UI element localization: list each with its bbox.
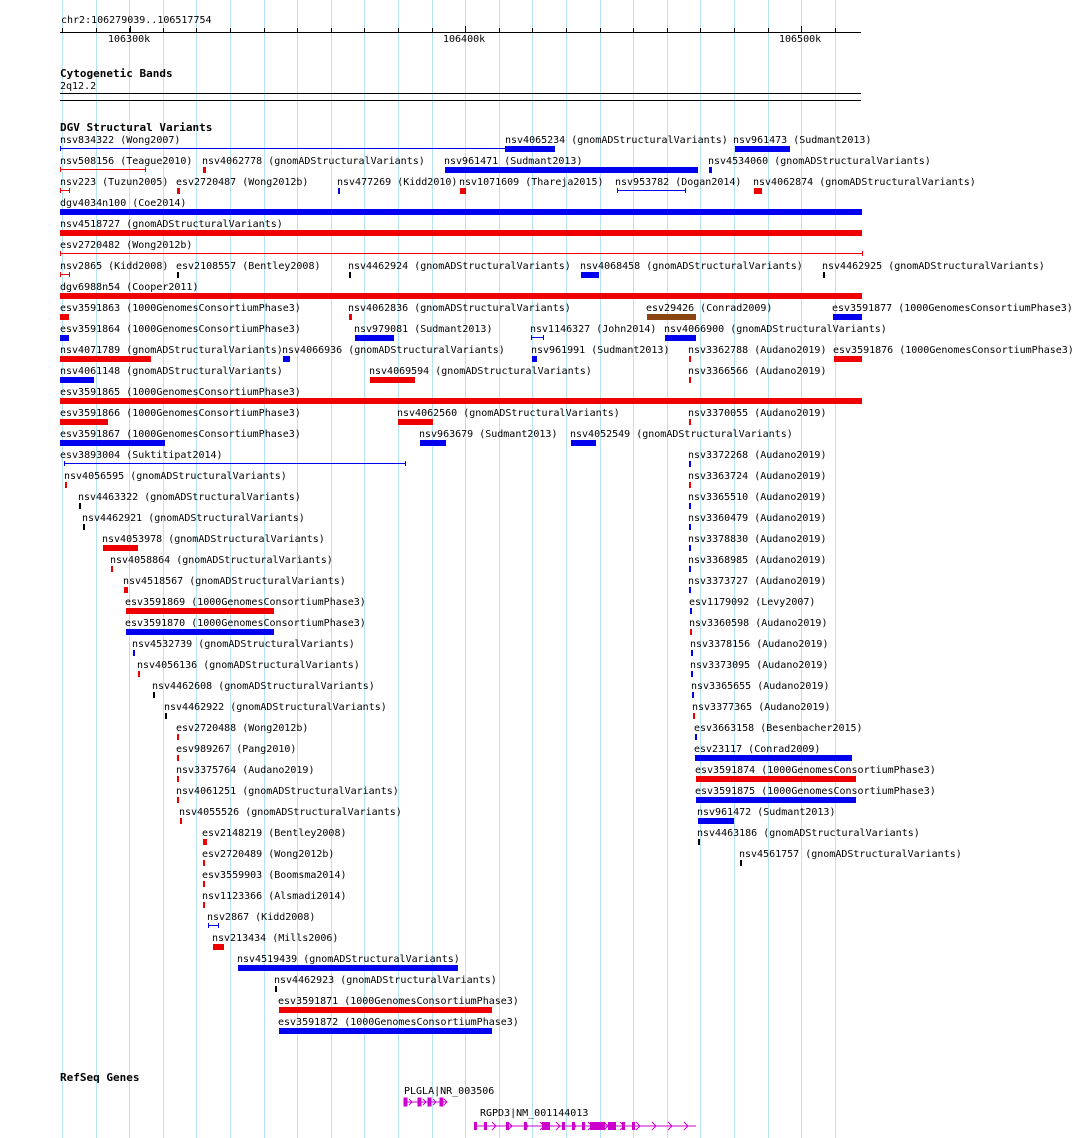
location-label: chr2:106279039..106517754 bbox=[61, 15, 212, 26]
variant-bar[interactable] bbox=[532, 356, 537, 362]
variant-label[interactable]: nsv1146327 (John2014) bbox=[530, 324, 657, 335]
variant-bar[interactable] bbox=[696, 776, 856, 782]
ruler-tick bbox=[96, 28, 97, 32]
variant-label[interactable]: nsv961991 (Sudmant2013) bbox=[531, 345, 670, 356]
variant-label[interactable]: nsv3368985 (Audano2019) bbox=[688, 555, 827, 566]
variant-bar[interactable] bbox=[275, 986, 277, 992]
variant-label[interactable]: esv3591877 (1000GenomesConsortiumPhase3) bbox=[832, 303, 1073, 314]
variant-label[interactable]: nsv3360598 (Audano2019) bbox=[689, 618, 828, 629]
grid-line bbox=[96, 0, 97, 1138]
variant-label[interactable]: nsv223 (Tuzun2005) bbox=[60, 177, 169, 188]
variant-label[interactable]: nsv4463322 (gnomADStructuralVariants) bbox=[78, 492, 301, 503]
variant-label[interactable]: esv2720488 (Wong2012b) bbox=[176, 723, 309, 734]
variant-label[interactable]: nsv4062560 (gnomADStructuralVariants) bbox=[397, 408, 620, 419]
variant-bar[interactable] bbox=[695, 734, 697, 740]
variant-bar[interactable] bbox=[177, 755, 179, 761]
variant-bar[interactable] bbox=[460, 188, 466, 194]
variant-bar[interactable] bbox=[203, 839, 207, 845]
variant-bar[interactable] bbox=[692, 692, 694, 698]
variant-label[interactable]: esv3591872 (1000GenomesConsortiumPhase3) bbox=[278, 1017, 519, 1028]
variant-span-end bbox=[145, 167, 146, 172]
variant-label[interactable]: esv2148219 (Bentley2008) bbox=[202, 828, 347, 839]
variant-span-end bbox=[60, 251, 61, 256]
variant-label[interactable]: esv989267 (Pang2010) bbox=[176, 744, 297, 755]
ruler-tick bbox=[532, 28, 533, 32]
variant-label[interactable]: nsv3373095 (Audano2019) bbox=[690, 660, 829, 671]
variant-span[interactable] bbox=[60, 169, 145, 170]
variant-label[interactable]: nsv508156 (Teague2010) bbox=[60, 156, 193, 167]
variant-bar[interactable] bbox=[698, 818, 734, 824]
variant-bar[interactable] bbox=[647, 314, 696, 320]
variant-bar[interactable] bbox=[689, 377, 691, 383]
variant-bar[interactable] bbox=[349, 314, 352, 320]
variant-label[interactable]: nsv4518727 (gnomADStructuralVariants) bbox=[60, 219, 283, 230]
variant-label[interactable]: esv3591863 (1000GenomesConsortiumPhase3) bbox=[60, 303, 301, 314]
cytoband-label: 2q12.2 bbox=[60, 81, 97, 92]
ruler-tick bbox=[230, 28, 231, 32]
variant-bar[interactable] bbox=[833, 314, 862, 320]
gene-model-plgla[interactable] bbox=[404, 1096, 448, 1108]
gene-exon bbox=[542, 1122, 550, 1130]
variant-label[interactable]: esv3893004 (Suktitipat2014) bbox=[60, 450, 223, 461]
variant-label[interactable]: nsv834322 (Wong2007) bbox=[60, 135, 181, 146]
ruler-major-tick bbox=[801, 26, 802, 33]
variant-bar[interactable] bbox=[279, 1028, 492, 1034]
variant-label[interactable]: nsv4062836 (gnomADStructuralVariants) bbox=[348, 303, 571, 314]
variant-bar[interactable] bbox=[153, 692, 155, 698]
variant-bar[interactable] bbox=[60, 377, 94, 383]
variant-label[interactable]: nsv3370055 (Audano2019) bbox=[688, 408, 827, 419]
variant-label[interactable]: nsv477269 (Kidd2010) bbox=[337, 177, 458, 188]
variant-bar[interactable] bbox=[355, 335, 394, 341]
variant-bar[interactable] bbox=[581, 272, 599, 278]
variant-bar[interactable] bbox=[420, 440, 446, 446]
ruler-tick bbox=[364, 28, 365, 32]
variant-bar[interactable] bbox=[740, 860, 742, 866]
variant-label[interactable]: nsv3365510 (Audano2019) bbox=[688, 492, 827, 503]
variant-bar[interactable] bbox=[691, 650, 693, 656]
grid-line bbox=[62, 0, 63, 1138]
variant-bar[interactable] bbox=[691, 671, 693, 677]
variant-label[interactable]: esv3591870 (1000GenomesConsortiumPhase3) bbox=[125, 618, 366, 629]
variant-bar[interactable] bbox=[111, 566, 113, 572]
variant-bar[interactable] bbox=[60, 209, 862, 215]
variant-span-end bbox=[60, 272, 61, 277]
variant-label[interactable]: nsv3360479 (Audano2019) bbox=[688, 513, 827, 524]
variant-bar[interactable] bbox=[60, 230, 862, 236]
variant-bar[interactable] bbox=[689, 461, 691, 467]
variant-bar[interactable] bbox=[709, 167, 712, 173]
variant-bar[interactable] bbox=[689, 482, 691, 488]
variant-label[interactable]: esv3591867 (1000GenomesConsortiumPhase3) bbox=[60, 429, 301, 440]
variant-bar[interactable] bbox=[665, 335, 696, 341]
variant-label[interactable]: nsv4061148 (gnomADStructuralVariants) bbox=[60, 366, 283, 377]
gene-label-rgpd3: RGPD3|NM_001144013 bbox=[480, 1108, 589, 1119]
ruler-tick bbox=[398, 28, 399, 32]
variant-label[interactable]: esv3591866 (1000GenomesConsortiumPhase3) bbox=[60, 408, 301, 419]
variant-label[interactable]: nsv4056595 (gnomADStructuralVariants) bbox=[64, 471, 287, 482]
variant-label[interactable]: nsv2865 (Kidd2008) bbox=[60, 261, 169, 272]
variant-label[interactable]: nsv3363724 (Audano2019) bbox=[688, 471, 827, 482]
variant-bar[interactable] bbox=[60, 314, 69, 320]
variant-label[interactable]: nsv4062778 (gnomADStructuralVariants) bbox=[202, 156, 425, 167]
variant-label[interactable]: nsv4462608 (gnomADStructuralVariants) bbox=[152, 681, 375, 692]
variant-bar[interactable] bbox=[83, 524, 85, 530]
ruler-tick bbox=[264, 28, 265, 32]
grid-line bbox=[230, 0, 231, 1138]
gene-exon bbox=[484, 1122, 487, 1130]
variant-span-end bbox=[60, 146, 61, 151]
variant-label[interactable]: nsv4534060 (gnomADStructuralVariants) bbox=[708, 156, 931, 167]
variant-label[interactable]: nsv4052549 (gnomADStructuralVariants) bbox=[570, 429, 793, 440]
variant-label[interactable]: nsv963679 (Sudmant2013) bbox=[419, 429, 558, 440]
variant-label[interactable]: nsv4058864 (gnomADStructuralVariants) bbox=[110, 555, 333, 566]
grid-line bbox=[734, 0, 735, 1138]
variant-span-end bbox=[69, 272, 70, 277]
ruler-tick bbox=[600, 28, 601, 32]
variant-label[interactable]: esv3591871 (1000GenomesConsortiumPhase3) bbox=[278, 996, 519, 1007]
variant-span-end bbox=[60, 188, 61, 193]
variant-label[interactable]: nsv4069594 (gnomADStructuralVariants) bbox=[369, 366, 592, 377]
variant-bar[interactable] bbox=[180, 818, 182, 824]
variant-bar[interactable] bbox=[338, 188, 340, 194]
variant-label[interactable]: nsv3362788 (Audano2019) bbox=[688, 345, 827, 356]
variant-bar[interactable] bbox=[349, 272, 351, 278]
ruler-tick-label: 106400k bbox=[443, 34, 486, 45]
cytoband-track-title[interactable]: Cytogenetic Bands bbox=[60, 67, 173, 80]
variant-span-end bbox=[531, 335, 532, 340]
ruler-tick bbox=[566, 28, 567, 32]
variant-label[interactable]: esv3591876 (1000GenomesConsortiumPhase3) bbox=[833, 345, 1074, 356]
ruler-tick bbox=[432, 28, 433, 32]
variant-span-end bbox=[405, 461, 406, 466]
variant-label[interactable]: nsv4066900 (gnomADStructuralVariants) bbox=[664, 324, 887, 335]
variant-label[interactable]: nsv4532739 (gnomADStructuralVariants) bbox=[132, 639, 355, 650]
variant-label[interactable]: esv3663158 (Besenbacher2015) bbox=[694, 723, 863, 734]
variant-label[interactable]: nsv3366566 (Audano2019) bbox=[688, 366, 827, 377]
variant-bar[interactable] bbox=[735, 146, 790, 152]
gene-label-plgla: PLGLA|NR_003506 bbox=[404, 1086, 495, 1097]
grid-line bbox=[768, 0, 769, 1138]
variant-label[interactable]: nsv4071789 (gnomADStructuralVariants) bbox=[60, 345, 283, 356]
gene-model-rgpd3[interactable] bbox=[472, 1119, 700, 1133]
variant-label[interactable]: nsv4519439 (gnomADStructuralVariants) bbox=[237, 954, 460, 965]
variant-span[interactable] bbox=[208, 925, 218, 926]
variant-label[interactable]: esv3591874 (1000GenomesConsortiumPhase3) bbox=[695, 765, 936, 776]
variant-bar[interactable] bbox=[124, 587, 128, 593]
variant-span-end bbox=[208, 923, 209, 928]
variant-label[interactable]: esv3559903 (Boomsma2014) bbox=[202, 870, 347, 881]
variant-bar[interactable] bbox=[177, 776, 179, 782]
variant-bar[interactable] bbox=[203, 167, 206, 173]
grid-line bbox=[835, 0, 836, 1138]
variant-label[interactable]: nsv961471 (Sudmant2013) bbox=[444, 156, 583, 167]
refseq-track-title[interactable]: RefSeq Genes bbox=[60, 1071, 140, 1084]
grid-line bbox=[163, 0, 164, 1138]
cytoband-line-top bbox=[60, 93, 861, 94]
variant-label[interactable]: nsv4068458 (gnomADStructuralVariants) bbox=[580, 261, 803, 272]
ruler-major-tick bbox=[130, 26, 131, 33]
variant-label[interactable]: nsv4462922 (gnomADStructuralVariants) bbox=[164, 702, 387, 713]
variant-bar[interactable] bbox=[213, 944, 224, 950]
variant-label[interactable]: esv29426 (Conrad2009) bbox=[646, 303, 773, 314]
variant-bar[interactable] bbox=[133, 650, 135, 656]
grid-line bbox=[196, 0, 197, 1138]
variant-bar[interactable] bbox=[203, 902, 205, 908]
variant-label[interactable]: dgv6988n54 (Cooper2011) bbox=[60, 282, 199, 293]
cytoband-line-bottom bbox=[60, 100, 861, 101]
variant-span[interactable] bbox=[531, 337, 543, 338]
variant-bar[interactable] bbox=[834, 356, 862, 362]
variant-bar[interactable] bbox=[126, 608, 274, 614]
ruler-major-tick bbox=[465, 26, 466, 33]
variant-bar[interactable] bbox=[60, 356, 151, 362]
grid-line bbox=[129, 0, 130, 1138]
variant-bar[interactable] bbox=[696, 797, 856, 803]
variant-bar[interactable] bbox=[698, 839, 700, 845]
gene-exon bbox=[582, 1122, 585, 1130]
variant-label[interactable]: nsv1071609 (Thareja2015) bbox=[459, 177, 604, 188]
variant-span-end bbox=[543, 335, 544, 340]
variant-label[interactable]: nsv3377365 (Audano2019) bbox=[692, 702, 831, 713]
gene-exon bbox=[474, 1122, 477, 1130]
variant-label[interactable]: esv3591864 (1000GenomesConsortiumPhase3) bbox=[60, 324, 301, 335]
variant-bar[interactable] bbox=[177, 734, 179, 740]
variant-label[interactable]: nsv4066936 (gnomADStructuralVariants) bbox=[282, 345, 505, 356]
variant-bar[interactable] bbox=[238, 965, 458, 971]
ruler-tick bbox=[700, 28, 701, 32]
ruler-tick bbox=[633, 28, 634, 32]
variant-label[interactable]: nsv2867 (Kidd2008) bbox=[207, 912, 316, 923]
variant-label[interactable]: nsv4561757 (gnomADStructuralVariants) bbox=[739, 849, 962, 860]
variant-label[interactable]: nsv961472 (Sudmant2013) bbox=[697, 807, 836, 818]
variant-label[interactable]: nsv3378830 (Audano2019) bbox=[688, 534, 827, 545]
variant-bar[interactable] bbox=[60, 335, 69, 341]
variant-bar[interactable] bbox=[60, 293, 862, 299]
ruler-tick bbox=[768, 28, 769, 32]
variant-label[interactable]: esv3591875 (1000GenomesConsortiumPhase3) bbox=[695, 786, 936, 797]
variant-bar[interactable] bbox=[60, 440, 165, 446]
variant-label[interactable]: nsv4518567 (gnomADStructuralVariants) bbox=[123, 576, 346, 587]
grid-line bbox=[700, 0, 701, 1138]
variant-bar[interactable] bbox=[283, 356, 290, 362]
variant-label[interactable]: esv3591869 (1000GenomesConsortiumPhase3) bbox=[125, 597, 366, 608]
variant-bar[interactable] bbox=[177, 797, 179, 803]
variant-span-end bbox=[60, 167, 61, 172]
variant-bar[interactable] bbox=[203, 860, 205, 866]
variant-label[interactable]: nsv4065234 (gnomADStructuralVariants) bbox=[505, 135, 728, 146]
variant-label[interactable]: esv2108557 (Bentley2008) bbox=[176, 261, 321, 272]
ruler-tick bbox=[196, 28, 197, 32]
variant-label[interactable]: nsv961473 (Sudmant2013) bbox=[733, 135, 872, 146]
variant-span[interactable] bbox=[64, 463, 405, 464]
variant-bar[interactable] bbox=[177, 188, 180, 194]
variant-label[interactable]: esv23117 (Conrad2009) bbox=[694, 744, 821, 755]
variant-label[interactable]: esv3591865 (1000GenomesConsortiumPhase3) bbox=[60, 387, 301, 398]
variant-bar[interactable] bbox=[60, 419, 108, 425]
variant-label[interactable]: nsv3373727 (Audano2019) bbox=[688, 576, 827, 587]
variant-label[interactable]: nsv3375764 (Audano2019) bbox=[176, 765, 315, 776]
ruler-tick-label: 106300k bbox=[108, 34, 151, 45]
variant-bar[interactable] bbox=[505, 146, 555, 152]
variant-label[interactable]: esv1179092 (Levy2007) bbox=[689, 597, 816, 608]
variant-bar[interactable] bbox=[695, 755, 852, 761]
variant-label[interactable]: nsv213434 (Mills2006) bbox=[212, 933, 339, 944]
variant-span-end bbox=[617, 188, 618, 193]
ruler-tick bbox=[499, 28, 500, 32]
variant-bar[interactable] bbox=[823, 272, 825, 278]
variant-label[interactable]: nsv4061251 (gnomADStructuralVariants) bbox=[176, 786, 399, 797]
variant-label[interactable]: nsv4462921 (gnomADStructuralVariants) bbox=[82, 513, 305, 524]
variant-label[interactable]: nsv979081 (Sudmant2013) bbox=[354, 324, 493, 335]
variant-bar[interactable] bbox=[689, 503, 691, 509]
variant-bar[interactable] bbox=[103, 545, 138, 551]
variant-bar[interactable] bbox=[690, 608, 692, 614]
variant-bar[interactable] bbox=[79, 503, 81, 509]
variant-bar[interactable] bbox=[690, 629, 692, 635]
ruler-tick bbox=[163, 28, 164, 32]
variant-span-end bbox=[685, 188, 686, 193]
variant-bar[interactable] bbox=[689, 524, 691, 530]
variant-bar[interactable] bbox=[693, 713, 695, 719]
gene-exon bbox=[562, 1122, 565, 1130]
variant-label[interactable]: nsv3378156 (Audano2019) bbox=[690, 639, 829, 650]
variant-span[interactable] bbox=[60, 190, 69, 191]
variant-bar[interactable] bbox=[571, 440, 596, 446]
gene-exon bbox=[608, 1122, 616, 1130]
ruler-tick bbox=[667, 28, 668, 32]
variant-bar[interactable] bbox=[165, 713, 167, 719]
variant-label[interactable]: nsv4463186 (gnomADStructuralVariants) bbox=[697, 828, 920, 839]
variant-label[interactable]: nsv3365655 (Audano2019) bbox=[691, 681, 830, 692]
variant-bar[interactable] bbox=[398, 419, 433, 425]
variant-label[interactable]: esv2720487 (Wong2012b) bbox=[176, 177, 309, 188]
variant-label[interactable]: dgv4034n100 (Coe2014) bbox=[60, 198, 187, 209]
variant-label[interactable]: esv2720482 (Wong2012b) bbox=[60, 240, 193, 251]
variant-bar[interactable] bbox=[689, 419, 691, 425]
grid-line bbox=[801, 0, 802, 1138]
variant-bar[interactable] bbox=[126, 629, 274, 635]
variant-label[interactable]: nsv4056136 (gnomADStructuralVariants) bbox=[137, 660, 360, 671]
variant-span-end bbox=[64, 461, 65, 466]
variant-label[interactable]: nsv4053978 (gnomADStructuralVariants) bbox=[102, 534, 325, 545]
ruler-tick-label: 106500k bbox=[779, 34, 822, 45]
variant-bar[interactable] bbox=[177, 272, 179, 278]
variant-label[interactable]: nsv4055526 (gnomADStructuralVariants) bbox=[179, 807, 402, 818]
variant-span-end bbox=[862, 251, 863, 256]
variant-bar[interactable] bbox=[689, 545, 691, 551]
variant-bar[interactable] bbox=[65, 482, 67, 488]
variant-label[interactable]: nsv4462923 (gnomADStructuralVariants) bbox=[274, 975, 497, 986]
variant-span-end bbox=[218, 923, 219, 928]
variant-label[interactable]: nsv4462925 (gnomADStructuralVariants) bbox=[822, 261, 1045, 272]
variant-bar[interactable] bbox=[138, 671, 140, 677]
ruler-tick bbox=[734, 28, 735, 32]
variant-bar[interactable] bbox=[445, 167, 698, 173]
variant-bar[interactable] bbox=[689, 356, 691, 362]
variant-label[interactable]: esv2720489 (Wong2012b) bbox=[202, 849, 335, 860]
variant-label[interactable]: nsv953782 (Dogan2014) bbox=[615, 177, 742, 188]
variant-bar[interactable] bbox=[370, 377, 415, 383]
variant-span[interactable] bbox=[60, 274, 69, 275]
variant-span[interactable] bbox=[60, 253, 862, 254]
ruler-tick bbox=[62, 28, 63, 32]
variant-label[interactable]: nsv3372268 (Audano2019) bbox=[688, 450, 827, 461]
ruler-tick bbox=[835, 28, 836, 32]
dgv-track-title[interactable]: DGV Structural Variants bbox=[60, 121, 213, 134]
gene-exon bbox=[632, 1122, 635, 1130]
variant-bar[interactable] bbox=[689, 566, 691, 572]
variant-bar[interactable] bbox=[689, 587, 691, 593]
variant-bar[interactable] bbox=[203, 881, 205, 887]
variant-span-end bbox=[69, 188, 70, 193]
variant-bar[interactable] bbox=[60, 398, 862, 404]
ruler-axis bbox=[60, 32, 861, 33]
variant-span[interactable] bbox=[60, 148, 505, 149]
variant-label[interactable]: nsv1123366 (Alsmadi2014) bbox=[202, 891, 347, 902]
variant-label[interactable]: nsv4462924 (gnomADStructuralVariants) bbox=[348, 261, 571, 272]
variant-bar[interactable] bbox=[279, 1007, 492, 1013]
ruler-tick bbox=[331, 28, 332, 32]
variant-label[interactable]: nsv4062874 (gnomADStructuralVariants) bbox=[753, 177, 976, 188]
variant-bar[interactable] bbox=[754, 188, 762, 194]
variant-span[interactable] bbox=[617, 190, 685, 191]
ruler-tick bbox=[297, 28, 298, 32]
